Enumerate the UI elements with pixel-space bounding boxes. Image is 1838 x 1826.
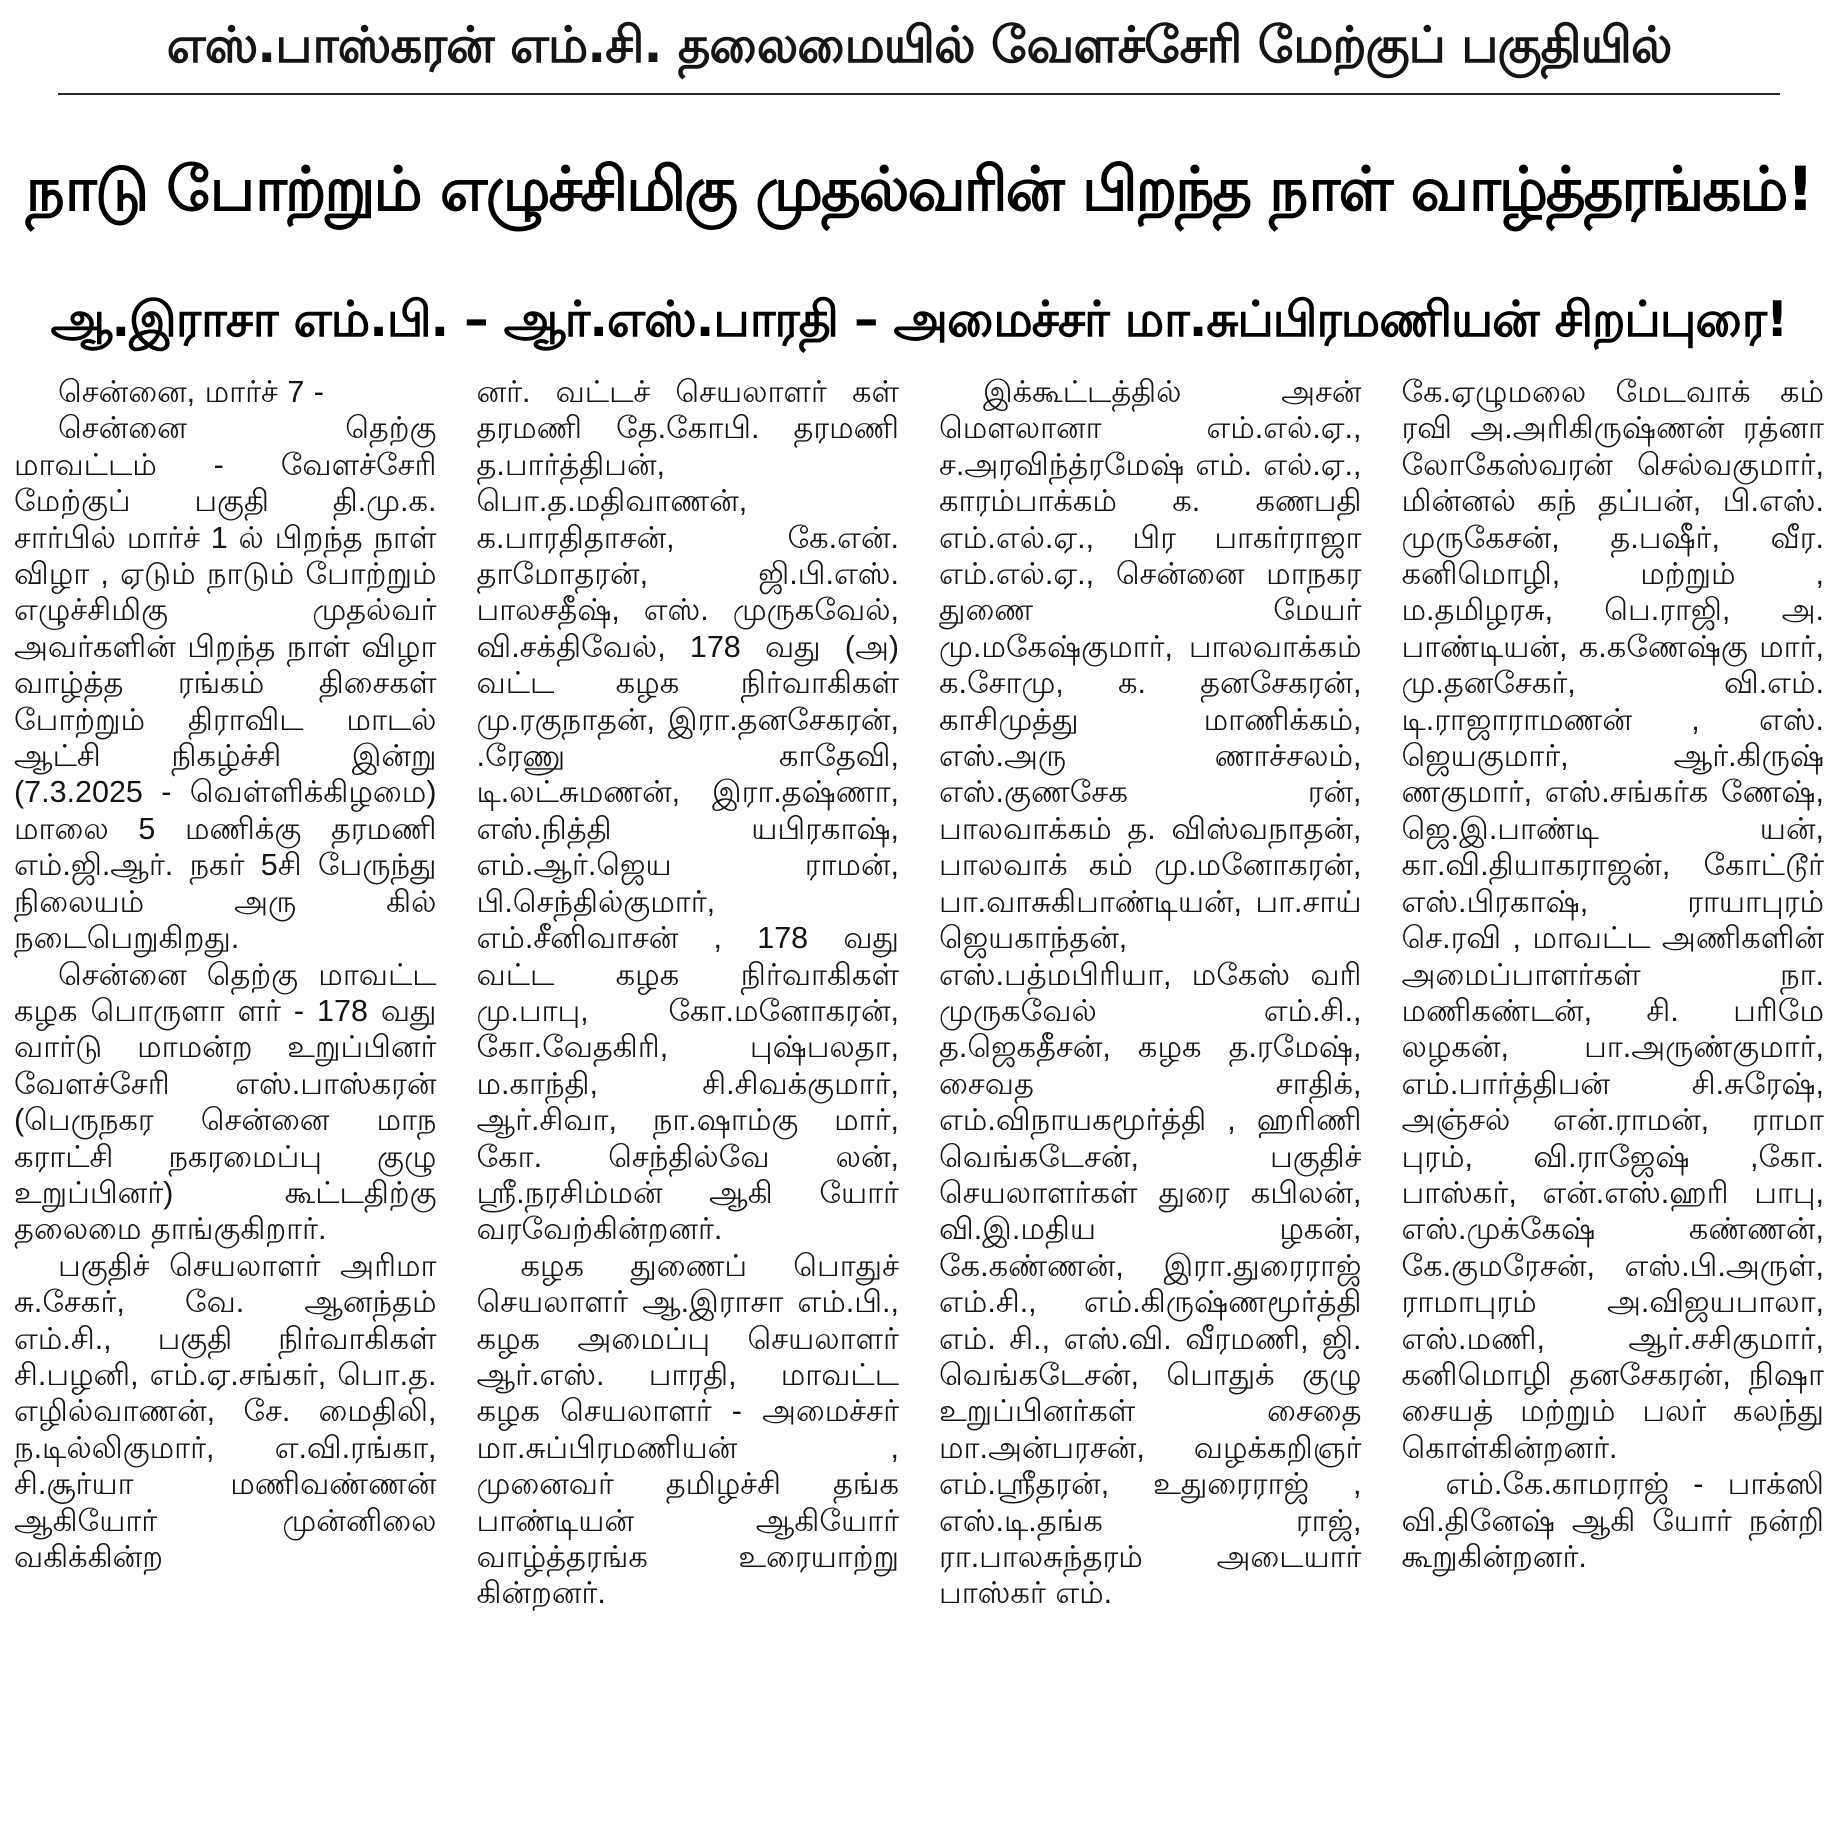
subheadline: ஆ.இராசா எம்.பி. – ஆர்.எஸ்.பாரதி – அமைச்சர் மா.சுப்பிரமணியன் சிறப்புரை! [50, 291, 1788, 348]
paragraph-continued: கே.ஏழுமலை மேடவாக் கம் ரவி அ.அரிகிருஷ்ணன் ரத்னா லோகேஸ்வரன் செல்வகுமார், மின்னல் கந் தப்பன், பி.எஸ். முருகேசன், த.பஷீர், வீர. கனிமொழி, மற்றும் , ம.தமிழரசு, பெ.ராஜி, அ. பாண்டியன், க.கணேஷ்கு மார், மு.தனசேகர், வி.எம். டி.ராஜாராமணன் , எஸ். ஜெயகுமார், ஆர்.கிருஷ் ணகுமார், எஸ்.சங்கர்க ணேஷ், ஜெ.இ.பாண்டி யன், கா.வி.தியாகராஜன், கோட்டூர் எஸ்.பிரகாஷ், ராயாபுரம் செ.ரவி , மாவட்ட அணிகளின் அமைப்பாளர்கள் நா. மணிகண்டன், சி. பரிமே லழகன், பா.அருண்குமார், எம்.பார்த்திபன் சி.சுரேஷ், அஞ்சல் என்.ராமன், ராமா புரம், வி.ராஜேஷ் ,கோ. பாஸ்கர், என்.எஸ்.ஹரி பாபு, எஸ்.முக்கேஷ் கண்ணன், கே.குமரேசன், எஸ்.பி.அருள், ராமாபுரம் அ.விஜயபாலா, எஸ்.மணி, ஆர்.சசிகுமார், கனிமொழி தனசேகரன், நிஷா சையத் மற்றும் பலர் கலந்து கொள்கின்றனர். [1401, 375, 1824, 1465]
paragraph-continued: னர். வட்டச் செயலாளர் கள் தரமணி தே.கோபி. தரமணி த.பார்த்திபன், பொ.த.மதிவாணன், க.பாரதிதாசன், கே.என். தாமோதரன், ஜி.பி.எஸ். பாலசதீஷ், எஸ். முருகவேல், வி.சக்திவேல், 178 வது (அ) வட்ட கழக நிர்வாகிகள் மு.ரகுநாதன், இரா.தனசேகரன், .ரேணு காதேவி, டி.லட்சுமணன், இரா.தஷ்ணா, எஸ்.நித்தி யபிரகாஷ், எம்.ஆர்.ஜெய ராமன், பி.செந்தில்குமார், எம்.சீனிவாசன் , 178 வது வட்ட கழக நிர்வாகிகள் மு.பாபு, கோ.மனோகரன், கோ.வேதகிரி, புஷ்பலதா, ம.காந்தி, சி.சிவக்குமார், ஆர்.சிவா, நா.ஷாம்கு மார், கோ. செந்தில்வே லன், ஸ்ரீ.நரசிம்மன் ஆகி யோர் வரவேற்கின்றனர். [476, 375, 899, 1247]
paragraph: இக்கூட்டத்தில் அசன் மௌலானா எம்.எல்.ஏ., ச.அரவிந்த்ரமேஷ் எம். எல்.ஏ., காரம்பாக்கம் க. கணபதி எம்.எல்.ஏ., பிர பாகர்ராஜா எம்.எல்.ஏ., சென்னை மாநகர துணை மேயர் மு.மகேஷ்குமார், பாலவாக்கம் க.சோமு, க. தனசேகரன், காசிமுத்து மாணிக்கம், எஸ்.அரு ணாச்சலம், எஸ்.குணசேக ரன், பாலவாக்கம் த. விஸ்வநாதன், பாலவாக் கம் மு.மனோகரன், பா.வாசுகிபாண்டியன், பா.சாய் ஜெயகாந்தன், எஸ்.பத்மபிரியா, மகேஸ் வரி முருகவேல் எம்.சி., த.ஜெகதீசன், கழக த.ரமேஷ், சைவத சாதிக், எம்.விநாயகமூர்த்தி , ஹரிணி வெங்கடேசன், பகுதிச் செயலாளர்கள் துரை கபிலன், வி.இ.மதிய ழகன், கே.கண்ணன், இரா.துரைராஜ் எம்.சி., எம்.கிருஷ்ணமூர்த்தி எம். சி., எஸ்.வி. வீரமணி, ஜி. வெங்கடேசன், பொதுக் குழு உறுப்பினர்கள் சைதை மா.அன்பரசன், வழக்கறிஞர் எம்.ஸ்ரீதரன், உதுரைராஜ் , எஸ்.டி.தங்க ராஜ், ரா.பாலசுந்தரம் அடையார் பாஸ்கர் எம். [939, 375, 1362, 1611]
article-column-1 [14, 374, 437, 1820]
headline: நாடு போற்றும் எழுச்சிமிகு முதல்வரின் பிறந்த நாள் வாழ்த்தரங்கம்! [25, 153, 1813, 225]
article-column-3 [939, 374, 1362, 1820]
paragraph: சென்னை தெற்கு மாவட்ட கழக பொருளா ளர் - 178 வது வார்டு மாமன்ற உறுப்பினர் வேளச்சேரி எஸ்.பாஸ்கரன் (பெருநகர சென்னை மாந கராட்சி நகரமைப்பு குழு உறுப்பினர்) கூட்டதிற்கு தலைமை தாங்குகிறார். [14, 957, 437, 1247]
article-column-2 [477, 374, 900, 1820]
kicker-line: எஸ்.பாஸ்கரன் எம்.சி. தலைமையில் வேளச்சேரி மேற்குப் பகுதியில் [166, 15, 1672, 74]
paragraph: சென்னை தெற்கு மாவட்டம் - வேளச்சேரி மேற்குப் பகுதி தி.மு.க. சார்பில் மார்ச் 1 ல் பிறந்த நாள் விழா , ஏடும் நாடும் போற்றும் எழுச்சிமிகு முதல்வர் அவர்களின் பிறந்த நாள் விழா வாழ்த்த ரங்கம் திசைகள் போற்றும் திராவிட மாடல் ஆட்சி நிகழ்ச்சி இன்று (7.3.2025 - வெள்ளிக்கிழமை) மாலை 5 மணிக்கு தரமணி எம்.ஜி.ஆர். நகர் 5சி பேருந்து நிலையம் அரு கில் நடைபெறுகிறது. [14, 411, 437, 956]
paragraph-dateline: சென்னை, மார்ச் 7 - [58, 375, 324, 409]
paragraph: கழக துணைப் பொதுச் செயலாளர் ஆ.இராசா எம்.பி., கழக அமைப்பு செயலாளர் ஆர்.எஸ். பாரதி, மாவட்ட கழக செயலாளர் - அமைச்சர் மா.சுப்பிரமணியன் , முனைவர் தமிழச்சி தங்க பாண்டியன் ஆகியோர் வாழ்த்தரங்க உரையாற்று கின்றனர். [476, 1248, 899, 1611]
paragraph: பகுதிச் செயலாளர் அரிமா சு.சேகர், வே. ஆனந்தம் எம்.சி., பகுதி நிர்வாகிகள் சி.பழனி, எம்.ஏ.சங்கர், பொ.த. எழில்வாணன், சே. மைதிலி, ந.டில்லிகுமார், எ.வி.ரங்கா, சி.சூர்யா மணிவண்ணன் ஆகியோர் முன்னிலை வகிக்கின்ற [14, 1248, 437, 1574]
paragraph: எம்.கே.காமராஜ் - பாக்ஸி வி.தினேஷ் ஆகி யோர் நன்றி கூறுகின்றனர். [1401, 1467, 1824, 1574]
article-column-4 [1402, 374, 1825, 1820]
article-body [14, 374, 1824, 1820]
header-divider [58, 93, 1780, 95]
